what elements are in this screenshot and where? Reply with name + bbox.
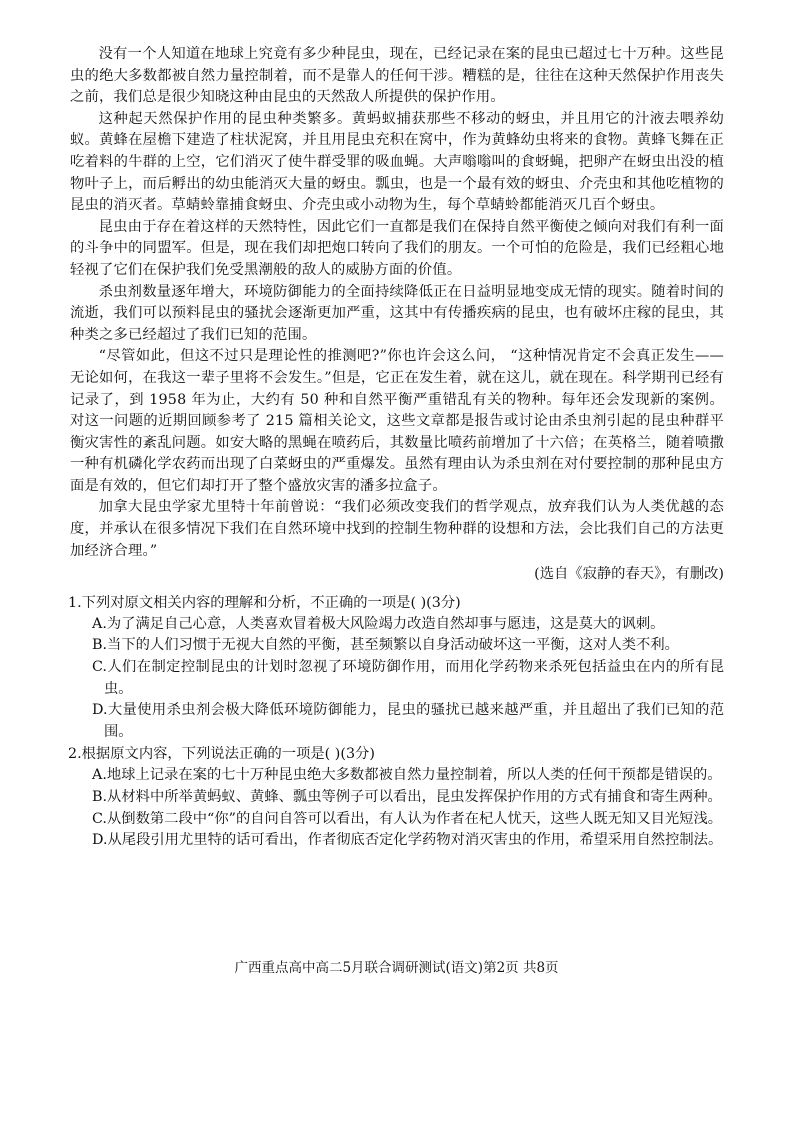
reading-passage (70, 44, 724, 586)
question-stem: 1.下列对原文相关内容的理解和分析，不正确的一项是( )(3分) (68, 594, 461, 611)
option-a: A.地球上记录在案的七十万种昆虫绝大多数都被自然力量控制着，所以人类的任何干预都是错误的。 (92, 767, 722, 784)
passage-paragraph-3: 昆虫由于存在着这样的天然特性，因此它们一直都是我们在保持自然平衡使之倾向对我们有利一面的斗争中的同盟军。但是，现在我们却把炮口转向了我们的朋友。一个可怕的危险是，我们已经粗心地轻视了它们在保护我们免受黑潮般的敌人的威胁方面的价值。 (70, 218, 724, 278)
option-b: B.当下的人们习惯于无视大自然的平衡，甚至频繁以自身活动破坏这一平衡，这对人类不利。 (92, 637, 679, 654)
passage-paragraph-1: 没有一个人知道在地球上究竟有多少种昆虫，现在，已经记录在案的昆虫已超过七十万种。这些昆虫的绝大多数都被自然力量控制着，而不是靠人的任何干涉。糟糕的是，往往在这种天然保护作用丧失之前，我们总是很少知晓这种由昆虫的天然敌人所提供的保护作用。 (70, 46, 724, 106)
question-2 (70, 743, 724, 851)
page-footer: 广西重点高中高二5月联合调研测试(语文)第2页 共8页 (234, 960, 559, 976)
passage-paragraph-5: “尽管如此，但这不过只是理论性的推测吧?”你也许会这么问， “这种情况肯定不会真正发生——无论如何，在我这一辈子里将不会发生。”但是，它正在发生着，就在这儿，就在现在。科学期刊已经有记录了，到 1958 年为止，大约有 50 种和自然平衡严重错乱有关的物种。每年还会发现新的案例。对这一问题的近期回顾参考了 215 篇相关论文，这些文章都是报告或讨论由杀虫剂引起的昆虫种群平衡灾害性的紊乱问题。如安大略的黑蝇在喷药后，其数量比喷药前增加了十六倍；在英格兰，随着喷撒一种有机磷化学农药而出现了白菜蚜虫的严重爆发。虽然有理由认为杀虫剂在对付要控制的那种昆虫方面是有效的，但它们却打开了整个盛放灾害的潘多拉盒子。 (70, 348, 724, 494)
option-d: D.从尾段引用尤里特的话可看出，作者彻底否定化学药物对消灭害虫的作用，希望采用自然控制法。 (92, 832, 723, 849)
option-c: C.从倒数第二段中“你”的自问自答可以看出，有人认为作者在杞人忧天，这些人既无知又目光短浅。 (92, 810, 723, 827)
exam-page (70, 44, 724, 852)
option-b: B.从材料中所举黄蚂蚁、黄蜂、瓢虫等例子可以看出，昆虫发挥保护作用的方式有捕食和寄生两种。 (92, 789, 722, 805)
passage-paragraph-4: 杀虫剂数量逐年增大，环境防御能力的全面持续降低正在日益明显地变成无情的现实。随着时间的流逝，我们可以预料昆虫的骚扰会逐渐更加严重，这其中有传播疾病的昆虫，也有破坏庄稼的昆虫，其种类之多已经超过了我们已知的范围。 (70, 283, 724, 343)
option-list (70, 765, 724, 851)
passage-source: (选自《寂静的春天》，有删改) (534, 566, 724, 583)
question-1 (70, 592, 724, 744)
option-c: C.人们在制定控制昆虫的计划时忽视了环境防御作用，而用化学药物来杀死包括益虫在内的所有昆虫。 (92, 659, 724, 697)
option-list (70, 614, 724, 744)
option-a: A.为了满足自己心意，人类喜欢冒着极大风险竭力改造自然却事与愿违，这是莫大的讽刺。 (92, 615, 665, 632)
passage-paragraph-6: 加拿大昆虫学家尤里特十年前曾说：“我们必须改变我们的哲学观点，放弃我们认为人类优越的态度，并承认在很多情况下我们在自然环境中找到的控制生物种群的设想和方法，会比我们自己的方法更加经济合理。” (70, 499, 724, 559)
passage-paragraph-2: 这种起天然保护作用的昆虫种类繁多。黄蚂蚁捕获那些不移动的蚜虫，并且用它的汁液去喂养幼蚁。黄蜂在屋檐下建造了柱状泥窝，并且用昆虫充积在窝中，作为黄蜂幼虫将来的食物。黄蜂飞舞在正吃着料的牛群的上空，它们消灭了使牛群受罪的吸血蝇。大声嗡嗡叫的食蚜蝇，把卵产在蚜虫出没的植物叶子上，而后孵出的幼虫能消灭大量的蚜虫。瓢虫，也是一个最有效的蚜虫、介壳虫和其他吃植物的昆虫的消灭者。草蜻蛉靠捕食蚜虫、介壳虫或小动物为生，每个草蜻蛉都能消灭几百个蚜虫。 (70, 110, 724, 214)
option-d: D.大量使用杀虫剂会极大降低环境防御能力，昆虫的骚扰已越来越严重，并且超出了我们已知的范围。 (92, 702, 724, 740)
question-stem: 2.根据原文内容，下列说法正确的一项是( )(3分) (68, 746, 375, 763)
